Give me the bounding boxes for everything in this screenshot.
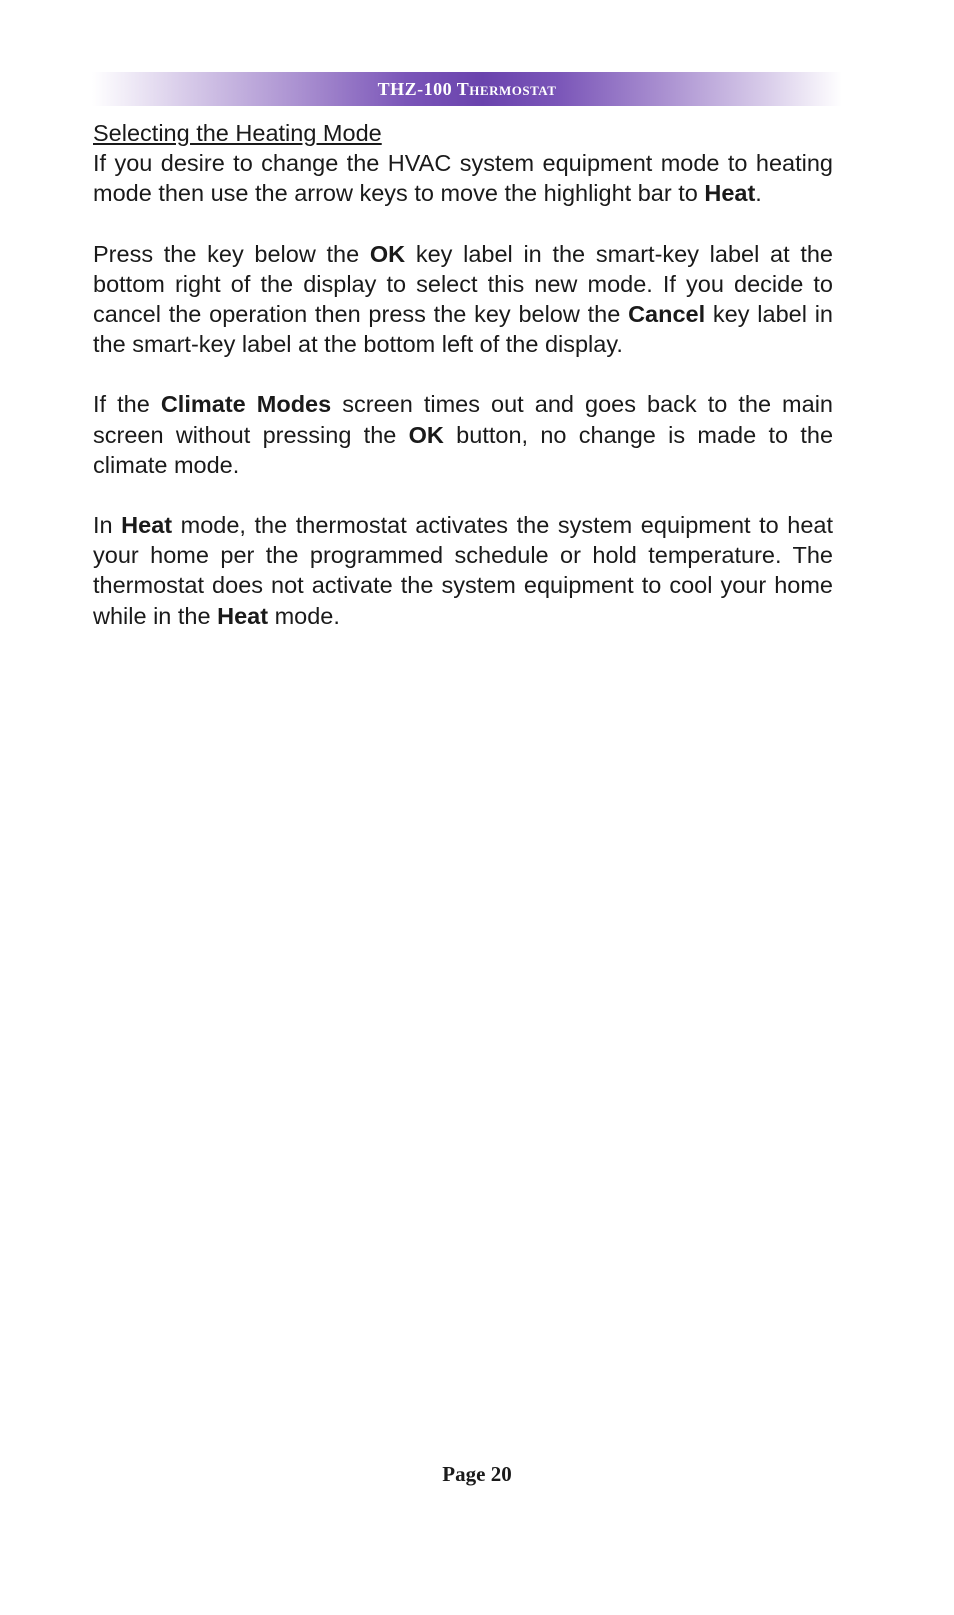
paragraph-3-bold-1: Climate Modes xyxy=(160,391,332,418)
header-title: THZ-100 Thermostat xyxy=(377,78,557,99)
paragraph-4-bold-1: Heat xyxy=(121,512,173,539)
paragraph-4-bold-2: Heat xyxy=(217,602,269,629)
paragraph-2 xyxy=(93,239,833,360)
paragraph-3-text-2: screen times out and goes back to the main screen without pressing the xyxy=(93,391,833,448)
paragraph-1-text-2: . xyxy=(755,180,762,207)
paragraph-4 xyxy=(93,510,833,631)
paragraph-2-text-2: key label in the smart-key label at the bottom right of the display to select this new mode. If you decide to cancel the operation then press the key below the xyxy=(93,240,833,328)
paragraph-2-text-1: Press the key below the xyxy=(93,240,370,267)
paragraph-4-text-1: In xyxy=(93,512,122,539)
paragraph-1 xyxy=(93,148,833,208)
paragraph-2-bold-1: OK xyxy=(369,240,406,267)
paragraph-3-text-3: button, no change is made to the climate mode. xyxy=(93,421,834,478)
page-number: Page 20 xyxy=(442,1462,512,1486)
paragraph-4-text-2: mode, the thermostat activates the system equipment to heat your home per the programmed schedule or hold temperature. The thermostat does not activate the system equipment to cool your home while in the xyxy=(93,512,833,629)
paragraph-3-bold-2: OK xyxy=(408,421,444,448)
paragraph-2-text-3: key label in the smart-key label at the bottom left of the display. xyxy=(93,301,833,358)
paragraph-3-text-1: If the xyxy=(93,391,161,418)
paragraph-1-bold-1: Heat xyxy=(704,180,756,207)
paragraph-3 xyxy=(93,389,833,480)
section-title: Selecting the Heating Mode xyxy=(93,120,382,146)
header-bar xyxy=(92,72,842,106)
paragraph-4-text-3: mode. xyxy=(268,602,340,629)
document-content xyxy=(93,118,833,661)
paragraph-2-bold-2: Cancel xyxy=(628,301,706,328)
paragraph-1-text-1: If you desire to change the HVAC system equipment mode to heating mode then use the arrow keys to move the highlight bar to xyxy=(93,150,833,207)
